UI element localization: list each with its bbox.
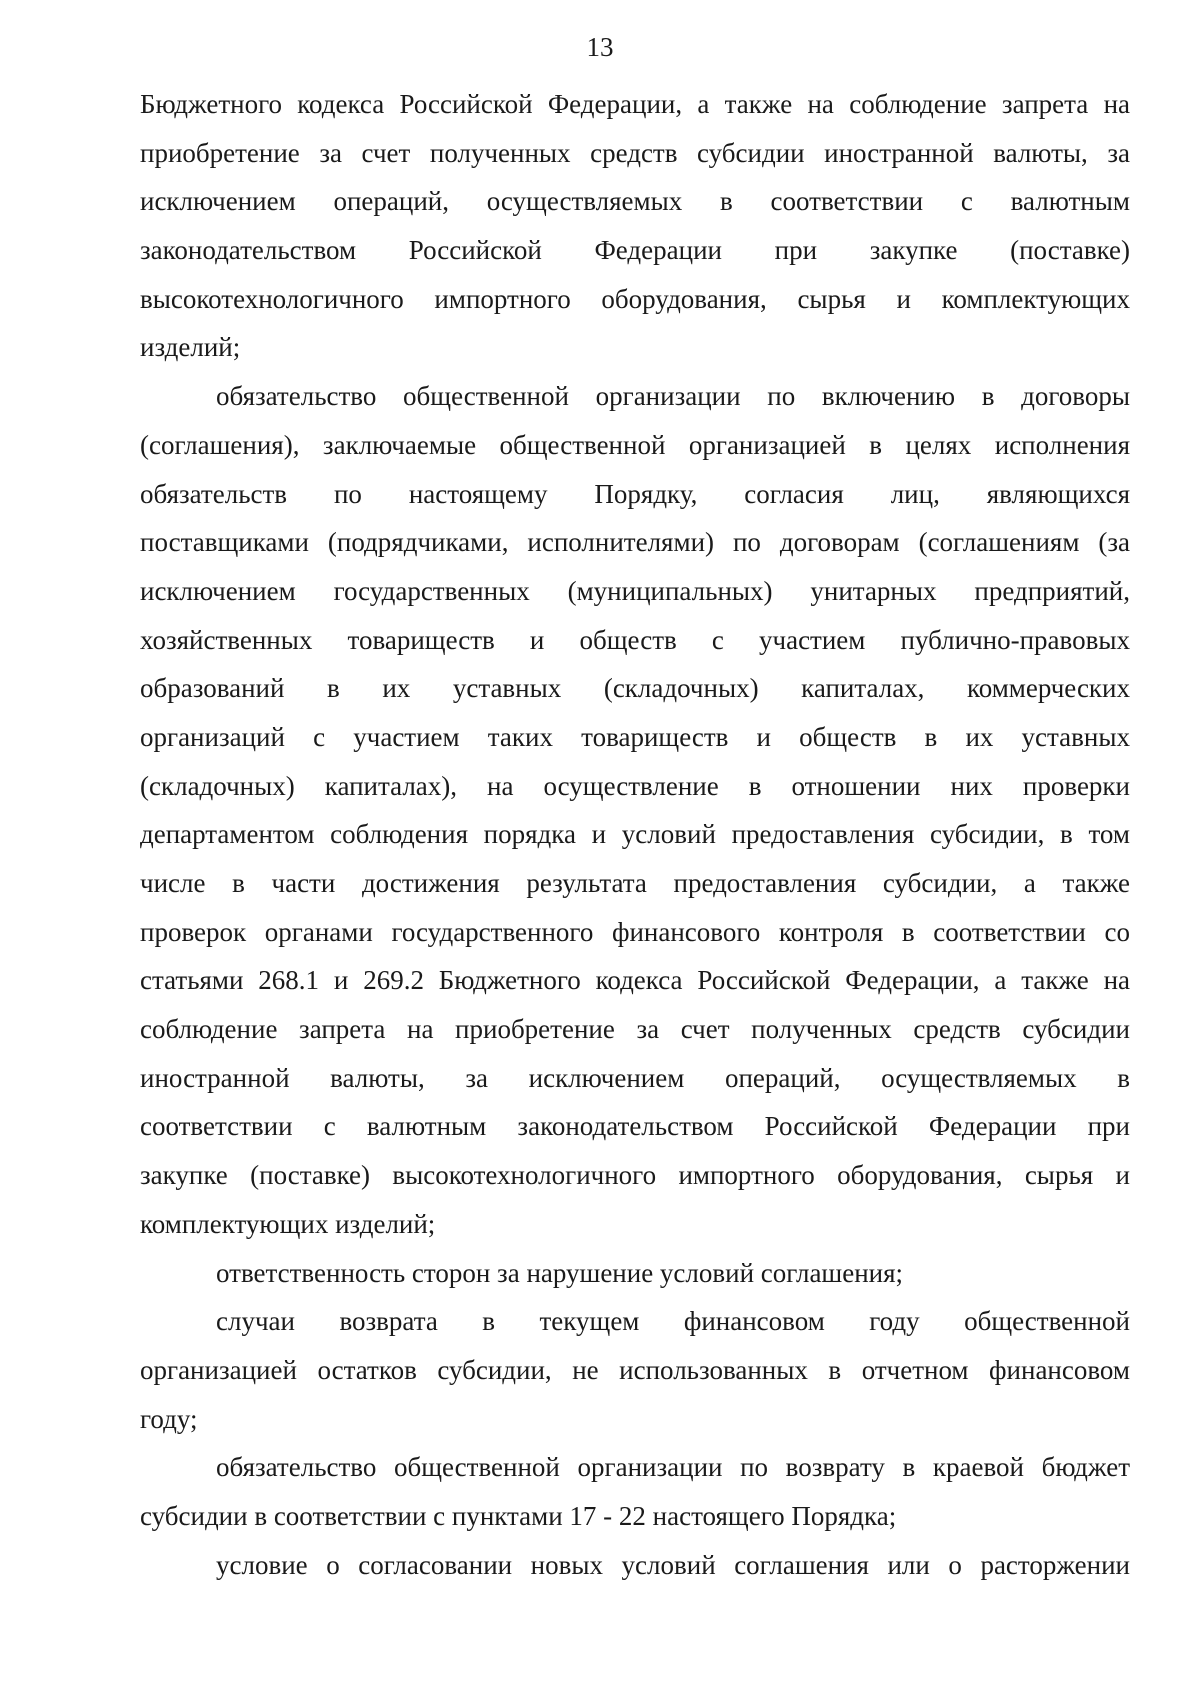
text-line: (складочных) капиталах), на осуществление в отношении них проверки [140, 770, 1130, 801]
text-line: комплектующих изделий; [140, 1208, 436, 1239]
text-line: году; [140, 1403, 198, 1434]
text-line: Бюджетного кодекса Российской Федерации, а также на соблюдение запрета на [140, 89, 1130, 119]
text-line: закупке (поставке) высокотехнологичного импортного оборудования, сырья и [140, 1160, 1130, 1191]
text-line: статьями 268.1 и 269.2 Бюджетного кодекса Российской Федерации, а также на [140, 965, 1130, 996]
text-line: высокотехнологичного импортного оборудования, сырья и комплектующих [140, 283, 1130, 314]
text-line: условие о согласовании новых условий соглашения или о расторжении [216, 1549, 1130, 1580]
text-line: числе в части достижения результата предоставления субсидии, а также [140, 868, 1130, 898]
text-line: обязательств по настоящему Порядку, согласия лиц, являющихся [140, 478, 1130, 509]
text-line: законодательством Российской Федерации при закупке (поставке) [140, 235, 1130, 266]
text-line: исключением государственных (муниципальных) унитарных предприятий, [140, 575, 1130, 606]
text-line: случаи возврата в текущем финансовом году общественной [216, 1306, 1130, 1337]
text-line: организацией остатков субсидии, не использованных в отчетном финансовом [140, 1354, 1130, 1385]
text-line: хозяйственных товариществ и обществ с участием публично-правовых [140, 624, 1130, 655]
page-number: 13 [586, 32, 614, 62]
document-body [140, 80, 1130, 1589]
text-line: организаций с участием таких товариществ и обществ в их уставных [140, 721, 1130, 752]
text-line: департаментом соблюдения порядка и условий предоставления субсидии, в том [140, 819, 1130, 850]
text-line: соответствии с валютным законодательством Российской Федерации при [140, 1111, 1130, 1142]
text-line: образований в их уставных (складочных) капиталах, коммерческих [140, 673, 1130, 704]
text-line: обязательство общественной организации по возврату в краевой бюджет [216, 1452, 1130, 1483]
text-line: поставщиками (подрядчиками, исполнителями) по договорам (соглашениям (за [140, 527, 1130, 558]
text-line: соблюдение запрета на приобретение за счет полученных средств субсидии [140, 1014, 1130, 1045]
text-line: ответственность сторон за нарушение условий соглашения; [216, 1257, 904, 1288]
text-line: проверок органами государственного финансового контроля в соответствии со [140, 916, 1130, 947]
text-line: обязательство общественной организации по включению в договоры [216, 381, 1130, 412]
text-line: изделий; [140, 332, 241, 363]
text-line: субсидии в соответствии с пунктами 17 - 22 настоящего Порядка; [140, 1500, 897, 1531]
text-line: исключением операций, осуществляемых в соответствии с валютным [140, 186, 1130, 217]
text-line: приобретение за счет полученных средств субсидии иностранной валюты, за [140, 137, 1130, 168]
text-line: (соглашения), заключаемые общественной организацией в целях исполнения [140, 429, 1130, 460]
text-line: иностранной валюты, за исключением операций, осуществляемых в [140, 1062, 1130, 1093]
